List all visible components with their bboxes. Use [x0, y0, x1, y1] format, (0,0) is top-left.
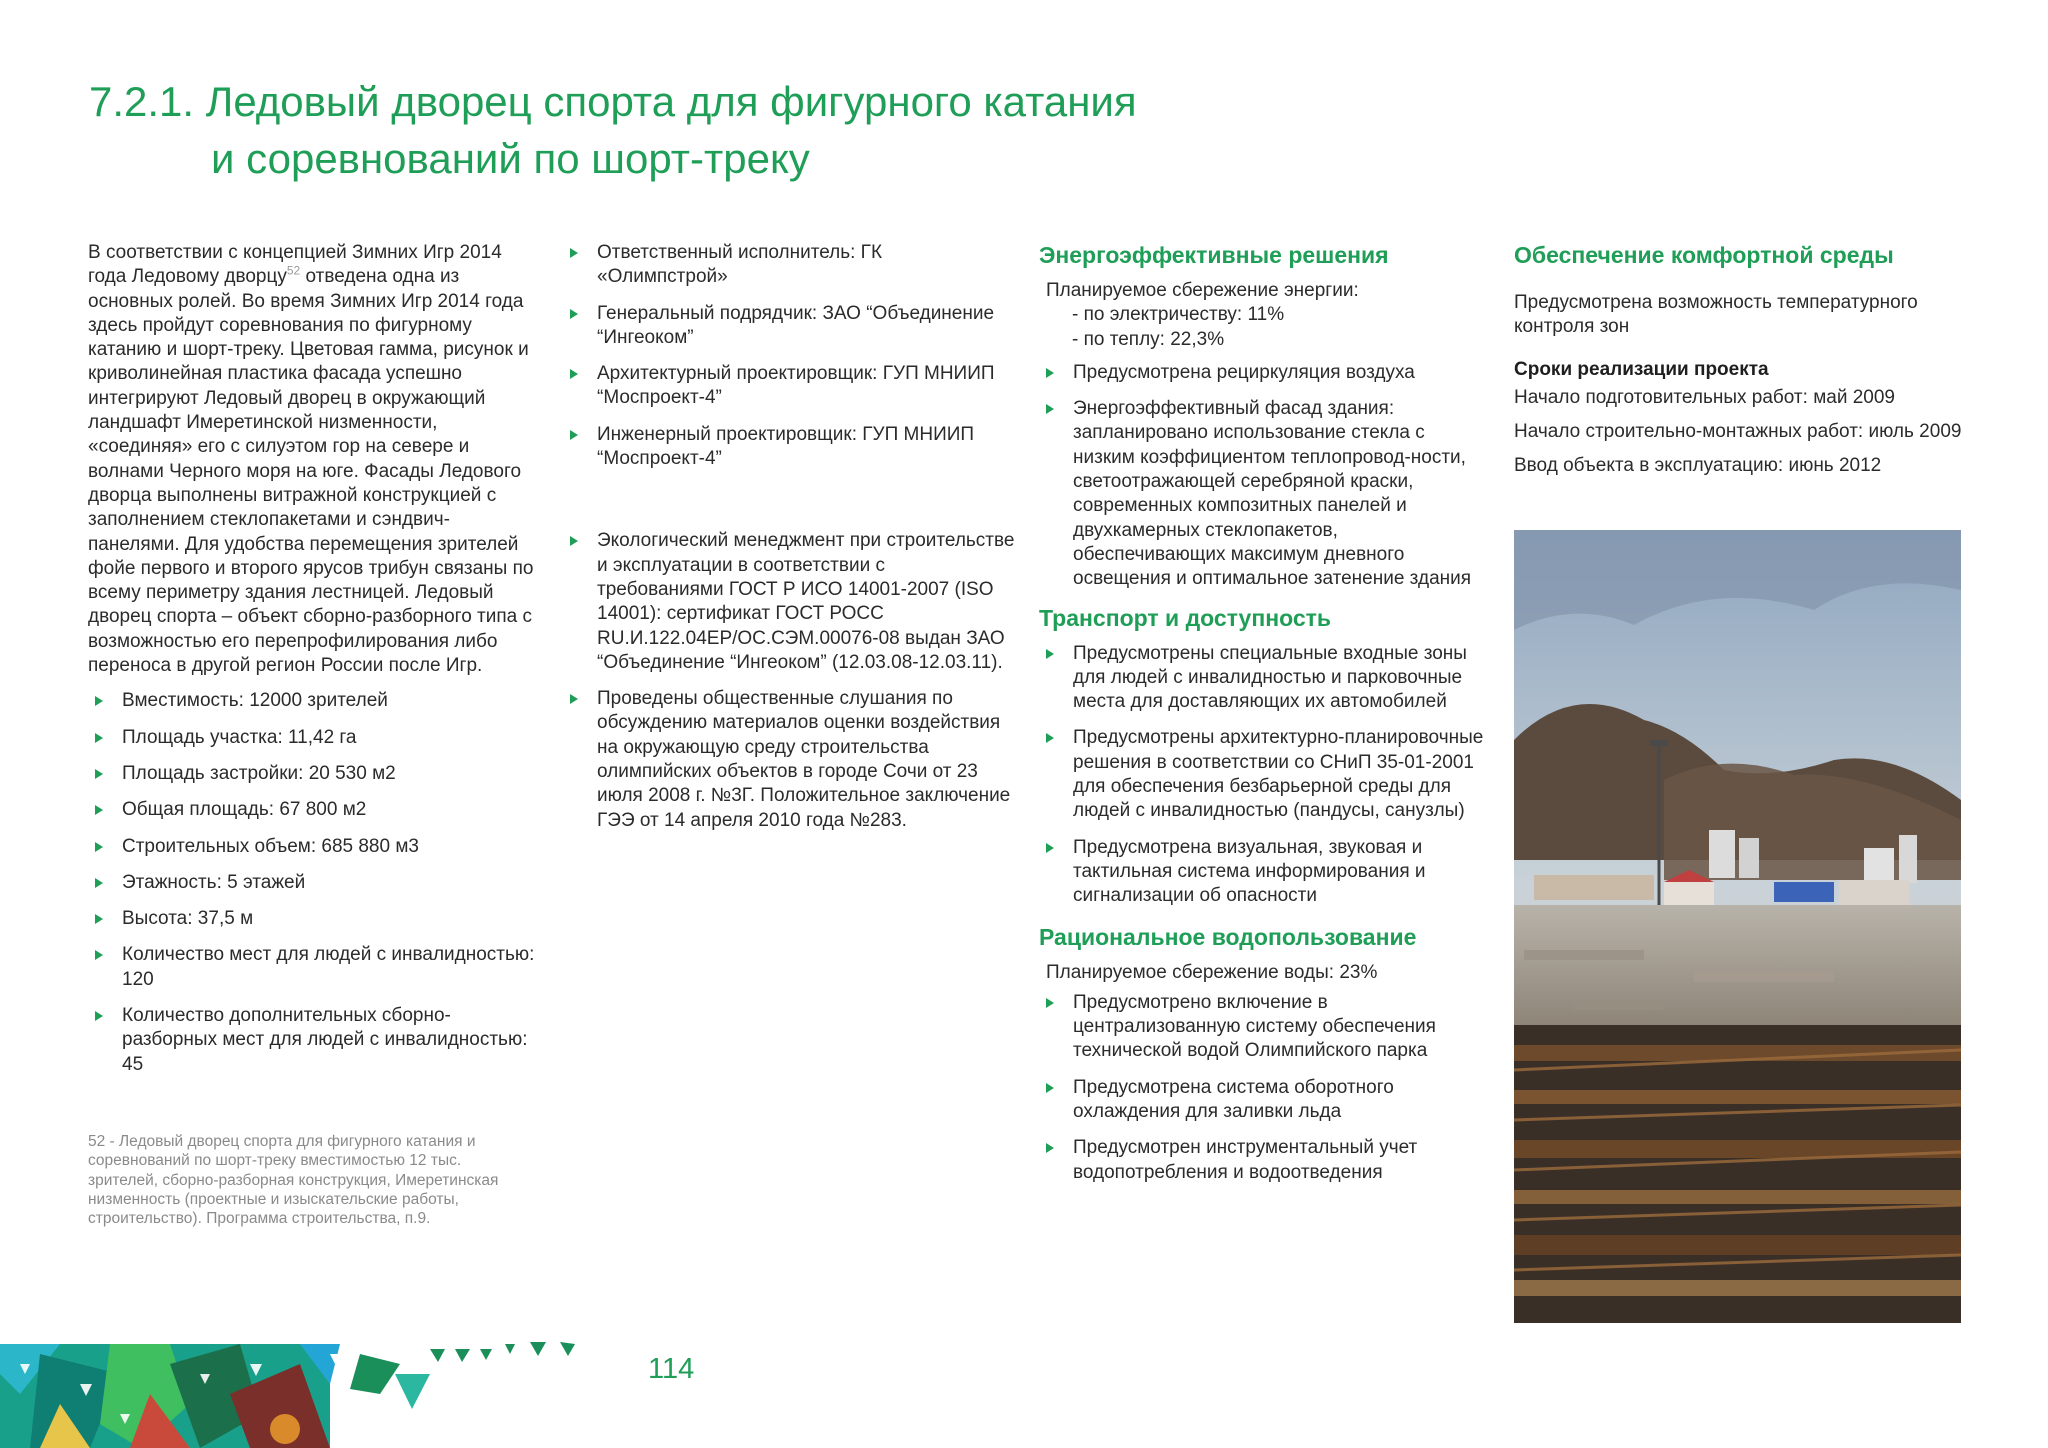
- list-item: Генеральный подрядчик: ЗАО “Объединение “Ингеоком”: [566, 302, 1016, 351]
- list-item: Экологический менеджмент при строительстве и эксплуатации в соответствии с требованиями ГОСТ Р ИСО 14001-2007 (ISO 14001): сертификат ГОСТ РОСС RU.И.122.04ЕР/ОС.СЭМ.00076-08 выдан ЗАО “Объединение “Ингеоком” (12.03.08-12.03.11).: [566, 529, 1016, 675]
- title-line-2: и соревнований по шорт-треку: [211, 135, 810, 182]
- list-item: Предусмотрено включение в централизованную систему обеспечения технической водой Олимпийского парка: [1039, 991, 1489, 1064]
- list-item: Архитектурный проектировщик: ГУП МНИИП “Моспроект-4”: [566, 362, 1016, 411]
- energy-sub-electricity: - по электричеству: 11%: [1072, 304, 1285, 326]
- energy-lead: Планируемое сбережение энергии:: [1046, 280, 1359, 301]
- list-item: Вместимость: 12000 зрителей: [88, 689, 536, 713]
- footnote-ref: 52: [286, 263, 301, 278]
- decorative-pattern: [0, 1334, 590, 1448]
- energy-list: [1039, 361, 1489, 592]
- column-comfort: [1514, 241, 1962, 489]
- list-item: Энергоэффективный фасад здания: запланировано использование стекла с низким коэффициентом теплопровод-ности, светоотражающей серебряной краски, современных композитных панелей и двухкамерных стеклопакетов, обеспечивающих максимум дневного освещения и оптимальное затенение здания: [1039, 397, 1489, 591]
- timeline-heading: Сроки реализации проекта: [1514, 358, 1769, 380]
- column-overview: [88, 241, 536, 1089]
- list-item: Ответственный исполнитель: ГК «Олимпстрой»: [566, 241, 1016, 290]
- footnote: 52 - Ледовый дворец спорта для фигурного катания и соревнований по шорт-треку вместимостью 12 тыс. зрителей, сборно-разборная конструкция, Имеретинская низменность (проектные и изыскательские работы, строительство). Программа строительства, п.9.: [88, 1133, 499, 1228]
- list-item: Площадь застройки: 20 530 м2: [88, 762, 536, 786]
- intro-paragraph: [88, 241, 536, 678]
- page-number: 114: [648, 1353, 695, 1385]
- title-line-1: 7.2.1. Ледовый дворец спорта для фигурного катания: [89, 78, 1137, 125]
- list-item: Высота: 37,5 м: [88, 907, 536, 931]
- transport-list: [1039, 642, 1489, 909]
- list-item: Предусмотрена система оборотного охлаждения для заливки льда: [1039, 1076, 1489, 1125]
- energy-heading: Энергоэффективные решения: [1039, 242, 1389, 268]
- list-item: Предусмотрен инструментальный учет водопотребления и водоотведения: [1039, 1136, 1489, 1185]
- column-participants: [566, 241, 1016, 845]
- timeline-item: Начало строительно-монтажных работ: июль 2009: [1514, 421, 1962, 443]
- list-item: Количество дополнительных сборно-разборных мест для людей с инвалидностью: 45: [88, 1004, 536, 1077]
- list-item: Этажность: 5 этажей: [88, 871, 536, 895]
- ecology-list: [566, 529, 1016, 833]
- page-title: [89, 73, 1137, 187]
- intro-text-b: отведена одна из основных ролей. Во время Зимних Игр 2014 года здесь пройдут соревнования по фигурному катанию и шорт-треку. Цветовая гамма, рисунок и криволинейная пластика фасада успешно интегрируют Ледовый дворец в окружающий ландшафт Имеретинской низменности, «соединяя» его с силуэтом гор на севере и волнами Черного моря на юге. Фасады Ледового дворца выполнены витражной конструкцией с заполнением стеклопакетами и сэндвич-панелями. Для удобства перемещения зрителей фойе первого и второго ярусов трибун связаны по всему периметру здания лестницей. Ледовый дворец спорта – объект сборно-разборного типа с возможностью его перепрофилирования либо переноса в другой регион России после Игр.: [88, 266, 534, 677]
- transport-heading: Транспорт и доступность: [1039, 604, 1332, 631]
- list-item: Предусмотрены архитектурно-планировочные решения в соответствии со СНиП 35-01-2001 для обеспечения безбарьерной среды для людей с инвалидностью (пандусы, санузлы): [1039, 726, 1489, 823]
- list-item: Предусмотрены специальные входные зоны для людей с инвалидностью и парковочные места для доставляющих их автомобилей: [1039, 642, 1489, 715]
- list-item: Предусмотрена визуальная, звуковая и тактильная система информирования и сигнализации об опасности: [1039, 836, 1489, 909]
- comfort-heading: Обеспечение комфортной среды: [1514, 242, 1894, 268]
- water-lead: Планируемое сбережение воды: 23%: [1046, 961, 1378, 983]
- intro-text-a: В соответствии с концепцией Зимних Игр 2014 года Ледовому дворцу: [88, 242, 502, 288]
- list-item: Общая площадь: 67 800 м2: [88, 798, 536, 822]
- list-item: Предусмотрена рециркуляция воздуха: [1039, 361, 1489, 385]
- water-list: [1039, 991, 1489, 1185]
- water-heading: Рациональное водопользование: [1039, 923, 1417, 950]
- comfort-text: Предусмотрена возможность температурного контроля зон: [1514, 292, 1918, 338]
- list-item: Количество мест для людей с инвалидностью: 120: [88, 943, 536, 992]
- participants-list: [566, 241, 1016, 471]
- timeline-item: Начало подготовительных работ: май 2009: [1514, 386, 1895, 408]
- list-item: Инженерный проектировщик: ГУП МНИИП “Моспроект-4”: [566, 423, 1016, 472]
- list-item: Площадь участка: 11,42 га: [88, 726, 536, 750]
- column-sustainability: [1039, 241, 1489, 1197]
- timeline-item: Ввод объекта в эксплуатацию: июнь 2012: [1514, 455, 1882, 477]
- list-item: Строительных объем: 685 880 м3: [88, 835, 536, 859]
- energy-sub-heat: - по теплу: 22,3%: [1072, 328, 1225, 350]
- construction-site-photo: [1514, 530, 1961, 1323]
- list-item: Проведены общественные слушания по обсуждению материалов оценки воздействия на окружающую среду строительства олимпийских объектов в городе Сочи от 23 июля 2008 г. №3Г. Положительное заключение ГЭЭ от 14 апреля 2010 года №283.: [566, 687, 1016, 833]
- facts-list: [88, 689, 536, 1077]
